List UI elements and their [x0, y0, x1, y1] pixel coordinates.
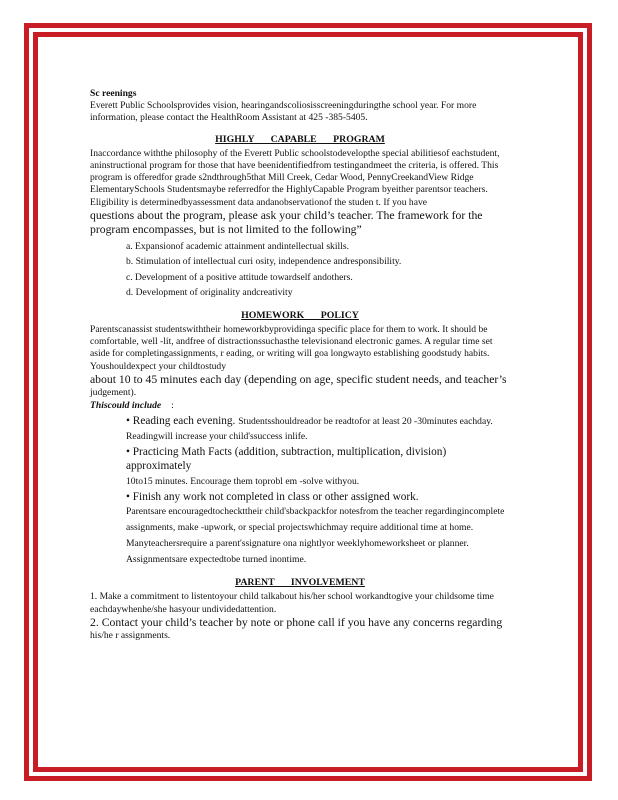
bullet-head-text: • Reading each evening. [126, 414, 236, 427]
list-item: c. Development of a positive attitude towardself andothers. [126, 271, 353, 283]
parent-involvement-heading: PARENT INVOLVEMENT [235, 577, 365, 589]
homework-paragraph-tail: judgement). [90, 387, 137, 399]
highly-capable-paragraph-large: questions about the program, please ask your child’s teacher. The framework for the program encompasses, but is not limited to the following” [90, 208, 483, 237]
screenings-paragraph: Everett Public Schoolsprovides vision, hearingandscoliosisscreeningduringthe school year. For more information, please contact the HealthRoom Assistant at 425 -385-5405. [90, 100, 477, 124]
parent-item-1: 1. Make a commitment to listentoyour child talkabout his/her school workandtogive your childsome time eachdaywhenhe/she hasyour undividedattention. [90, 591, 494, 615]
homework-paragraph: Parentscanassist studentswiththeir homeworkbyprovidinga specific place for them to work. It should be comfortable, well -lit, andfree of distractionssuchasthe televisionand electronic games. A regular time set aside for completingassignments, r eading, or writing will goa longwayto establishing goodstudy habits. Youshouldexpect your childtostudy [90, 324, 493, 372]
framework-list [126, 239, 510, 301]
document-body [90, 88, 510, 643]
include-colon: : [171, 399, 174, 411]
bullet-body: Parentsare encouragedtocheckttheir child'sbackpackfor notesfrom the teacher regardingincomplete assignments, make -upwork, or special projectswhichmay require additional time at home. Manyteachersrequire a parent'ssignature ona nightlyor weeklyhomeworksheet or planner. Assignmentsare expectedtobe turned inontime. [126, 506, 505, 566]
list-item: d. Development of originality andcreativity [126, 287, 293, 299]
screenings-heading: Sc reenings [90, 88, 137, 99]
parent-item-2: 2. Contact your child’s teacher by note or phone call if you have any concerns regarding [90, 615, 503, 629]
bullet-inline-text: Studentsshouldreador be readtofor at least 20 -30minutes eachday. Readingwill increase your child'ssuccess inlife. [126, 415, 493, 443]
homework-paragraph-large: about 10 to 45 minutes each day (depending on age, specific student needs, and teacher’s [90, 372, 507, 386]
list-item: b. Stimulation of intellectual curi osity, independence andresponsibility. [126, 256, 402, 268]
bullet-heading [126, 414, 510, 445]
homework-heading: HOMEWORK POLICY [241, 309, 359, 321]
parent-item-2-tail: his/he r assignments. [90, 630, 171, 642]
bullet-heading: • Practicing Math Facts (addition, subtraction, multiplication, division) approximately [126, 445, 447, 473]
include-label-line [90, 400, 510, 412]
bullet-heading: • Finish any work not completed in class or other assigned work. [126, 490, 419, 503]
include-label: Thiscould include [90, 399, 162, 411]
homework-bullets [126, 414, 510, 569]
bullet-body: 10to15 minutes. Encourage them toprobl em -solve withyou. [126, 475, 360, 487]
highly-capable-heading: HIGHLY CAPABLE PROGRAM [215, 133, 385, 145]
list-item: a. Expansionof academic attainment andintellectual skills. [126, 240, 349, 252]
highly-capable-paragraph: Inaccordance withthe philosophy of the Everett Public schoolstodevelopthe special abilitiesof eachstudent, aninstructional program for those that have beenidentifiedfrom testingandmeet the criteria, is offered. This program is offeredfor grade s2ndthrough5that Mill Creek, Cedar Wood, PennyCreekandView Ridge ElementarySchools Studentsmaybe referredfor the HighlyCapable Program byeither parentsor teachers. Eligibility is determinedbyassessment data andanobservationof the studen t. If you have [90, 147, 500, 208]
